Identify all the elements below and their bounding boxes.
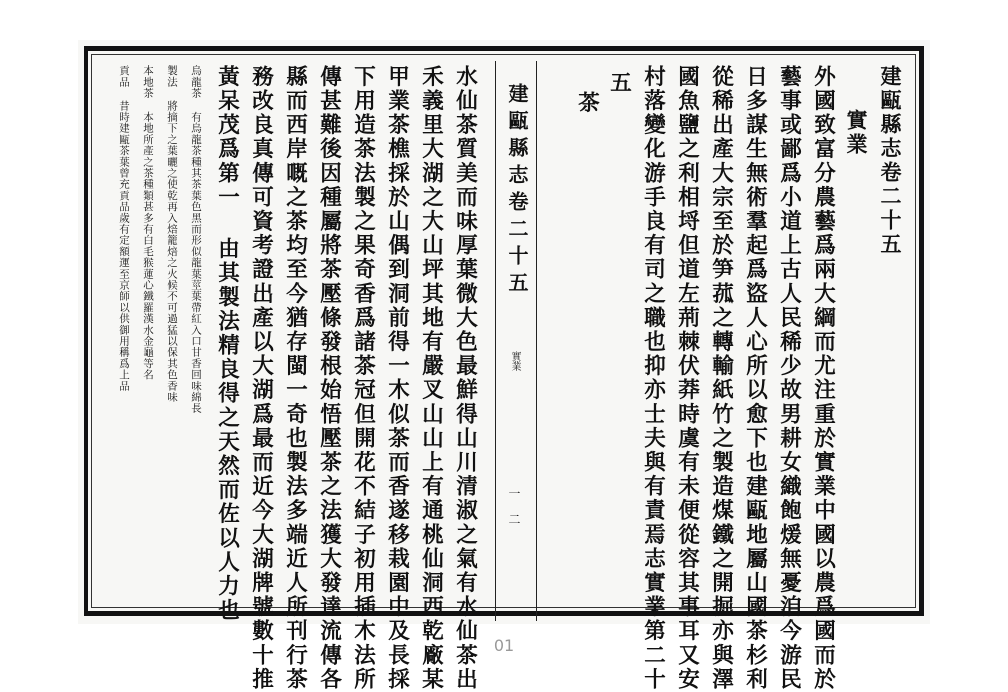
text-column: 務改良真傳可資考證出產以大湖爲最而近今大湖牌號數十推 <box>248 65 274 692</box>
text-column: 水仙茶質美而味厚葉微大色最鮮得山川清淑之氣有水仙茶出 <box>452 65 478 692</box>
text-column: 五 <box>606 71 632 96</box>
fold-volume: 卷二十五 <box>505 191 529 299</box>
book-fold <box>493 61 539 621</box>
annotation-column: 製法 將摘下之葉曬之使乾再入焙籠焙之火候不可過猛以保其色香味 <box>166 65 179 403</box>
text-column: 村落變化游手良有司之職也抑亦士夫與有責焉志實業第二十 <box>640 65 666 692</box>
annotation-column: 本地茶 本地所產之茶種類甚多有白毛猴蓮心鐵羅漢水金龜等名 <box>142 65 155 381</box>
section-heading: 實業 <box>844 109 869 157</box>
text-column: 國魚鹽之利相埒但道左荊棘伏莽時虞有未便從容其事耳又安 <box>674 65 700 692</box>
annotation-column: 烏龍茶 有烏龍茶種其茶葉色黑而形似龍葉莖葉帶紅入口甘香回味綿長 <box>190 65 203 414</box>
text-column: 黃呆茂爲第一 由其製法精良得之天然而佐以人力也 <box>214 65 240 623</box>
text-column: 禾義里大湖之大山坪其地有嚴叉山山上有通桃仙洞西乾廠某 <box>418 65 444 692</box>
text-column: 甲業茶樵採於山偶到洞前得一木似茶而香遂移栽園中及長採 <box>384 65 410 692</box>
fold-book-title: 建甌縣志 <box>505 83 529 191</box>
text-column: 從稀出產大宗至於笋菰之轉輸紙竹之製造煤鐵之開掘亦與澤 <box>708 65 734 692</box>
text-column: 日多謀生無術羣起爲盜人心所以愈下也建甌地屬山國茶杉利 <box>742 65 768 692</box>
text-column: 傳甚難後因種屬將茶壓條發根始悟壓茶之法獲大發達流傳各 <box>316 65 342 692</box>
fold-title <box>503 83 532 299</box>
text-column: 下用造茶法製之果奇香爲諸茶冠但開花不結子初用插木法所 <box>350 65 376 692</box>
page-number: 01 <box>493 636 515 655</box>
fold-rule-left <box>495 61 496 621</box>
annotation-column: 貢品 昔時建甌茶葉曾充貢品歲有定額運至京師以供御用稱爲上品 <box>118 65 131 392</box>
fold-section: 實業 <box>509 351 520 371</box>
subsection-heading: 茶 <box>574 91 600 116</box>
text-column: 藝事或鄙爲小道上古人民稀少故男耕女織飽煖無憂洎今游民 <box>776 65 802 692</box>
chapter-title: 建甌縣志卷二十五 <box>878 65 903 257</box>
text-column: 外國致富分農藝爲兩大綱而尤注重於實業中國以農爲國而於 <box>810 65 836 692</box>
fold-page-number: 一二 <box>507 487 521 539</box>
text-column: 縣而西岸嘅之茶均至今猶存閩一奇也製法多端近人所刊行茶 <box>282 65 308 692</box>
fold-rule-right <box>536 61 537 621</box>
